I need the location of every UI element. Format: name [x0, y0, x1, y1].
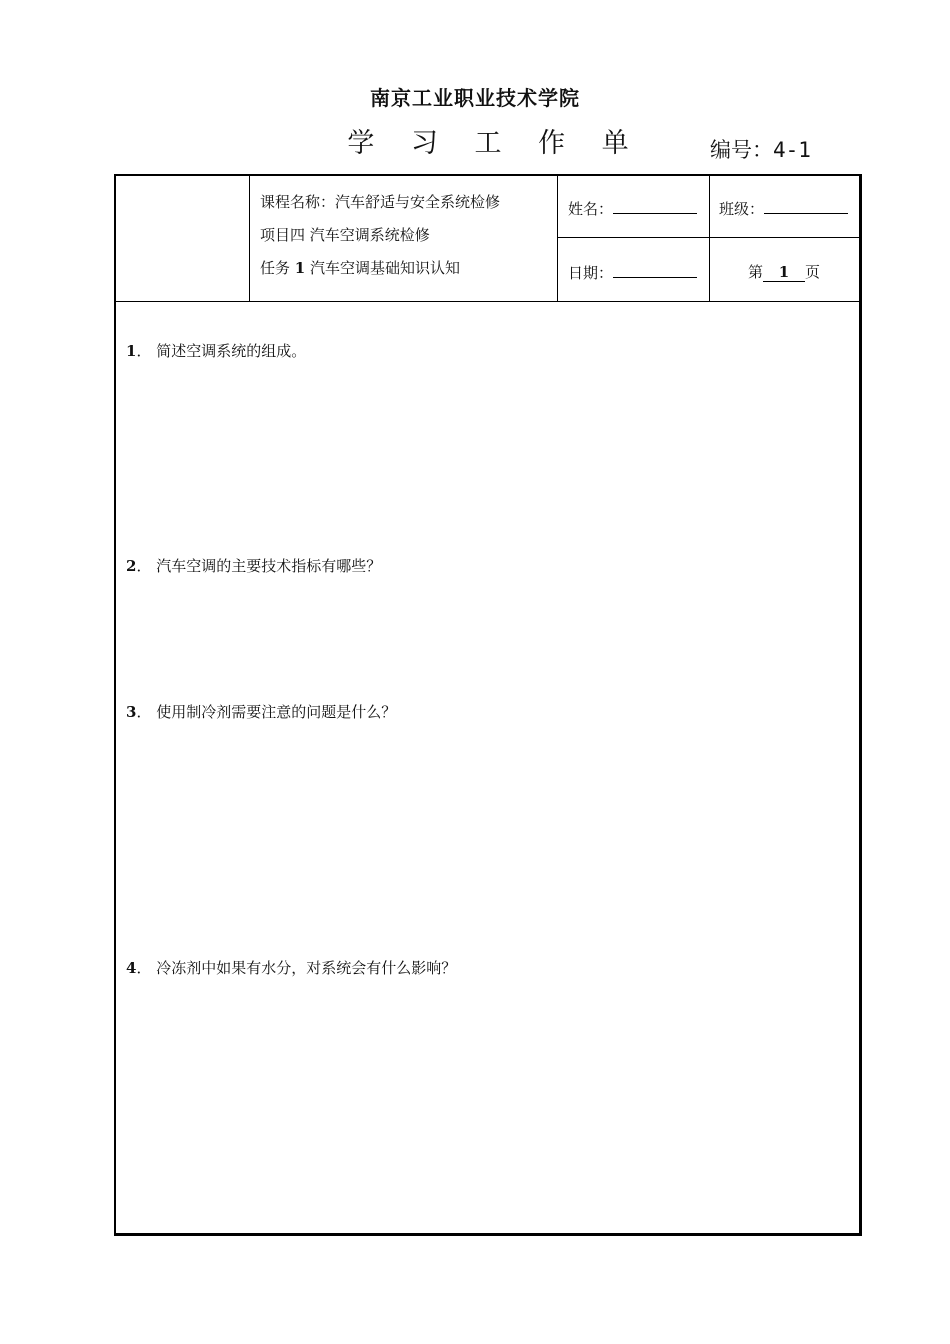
question-2: 2． 汽车空调的主要技术指标有哪些？: [126, 557, 382, 575]
question-number: 1: [126, 342, 137, 360]
question-number: 3: [126, 703, 137, 721]
question-text: 冷冻剂中如果有水分，对系统会有什么影响？: [156, 959, 457, 977]
header-column-divider: [709, 176, 710, 301]
header-row-divider: [558, 237, 859, 238]
course-info-cell: [250, 176, 558, 301]
date-blank[interactable]: [613, 262, 697, 278]
date-field[interactable]: [568, 262, 697, 283]
page-suffix: 页: [805, 263, 821, 281]
worksheet-frame: [114, 174, 862, 1236]
header-bottom-divider: [116, 301, 859, 302]
question-1: 1． 简述空调系统的组成。: [126, 342, 307, 360]
class-blank[interactable]: [764, 198, 848, 214]
document-number: 编号：4-1: [710, 138, 811, 162]
question-text: 简述空调系统的组成。: [156, 342, 307, 360]
question-text: 汽车空调的主要技术指标有哪些？: [156, 557, 382, 575]
name-blank[interactable]: [613, 198, 697, 214]
name-field[interactable]: [568, 198, 697, 219]
date-label: 日期：: [568, 264, 614, 282]
project-name: 项目四 汽车空调系统检修: [260, 226, 430, 244]
class-field[interactable]: [719, 198, 848, 219]
page-number: 1: [763, 263, 805, 282]
page-field: [748, 261, 820, 282]
question-3: 3． 使用制冷剂需要注意的问题是什么？: [126, 703, 397, 721]
class-label: 班级：: [719, 200, 765, 218]
question-text: 使用制冷剂需要注意的问题是什么？: [156, 703, 397, 721]
institution-name: 南京工业职业技术学院: [370, 86, 580, 110]
course-name: 课程名称：汽车舒适与安全系统检修: [260, 193, 501, 211]
question-number: 4: [126, 959, 137, 977]
logo-cell: [116, 176, 250, 301]
name-label: 姓名：: [568, 200, 614, 218]
question-4: 4． 冷冻剂中如果有水分，对系统会有什么影响？: [126, 959, 457, 977]
task-number: 1: [294, 259, 306, 277]
task-name: [260, 257, 460, 278]
document-title: 学 习 工 作 单: [347, 128, 643, 159]
page-prefix: 第: [748, 263, 764, 281]
task-title: 汽车空调基础知识认知: [310, 259, 461, 277]
question-number: 2: [126, 557, 137, 575]
task-prefix: 任务: [260, 259, 291, 277]
